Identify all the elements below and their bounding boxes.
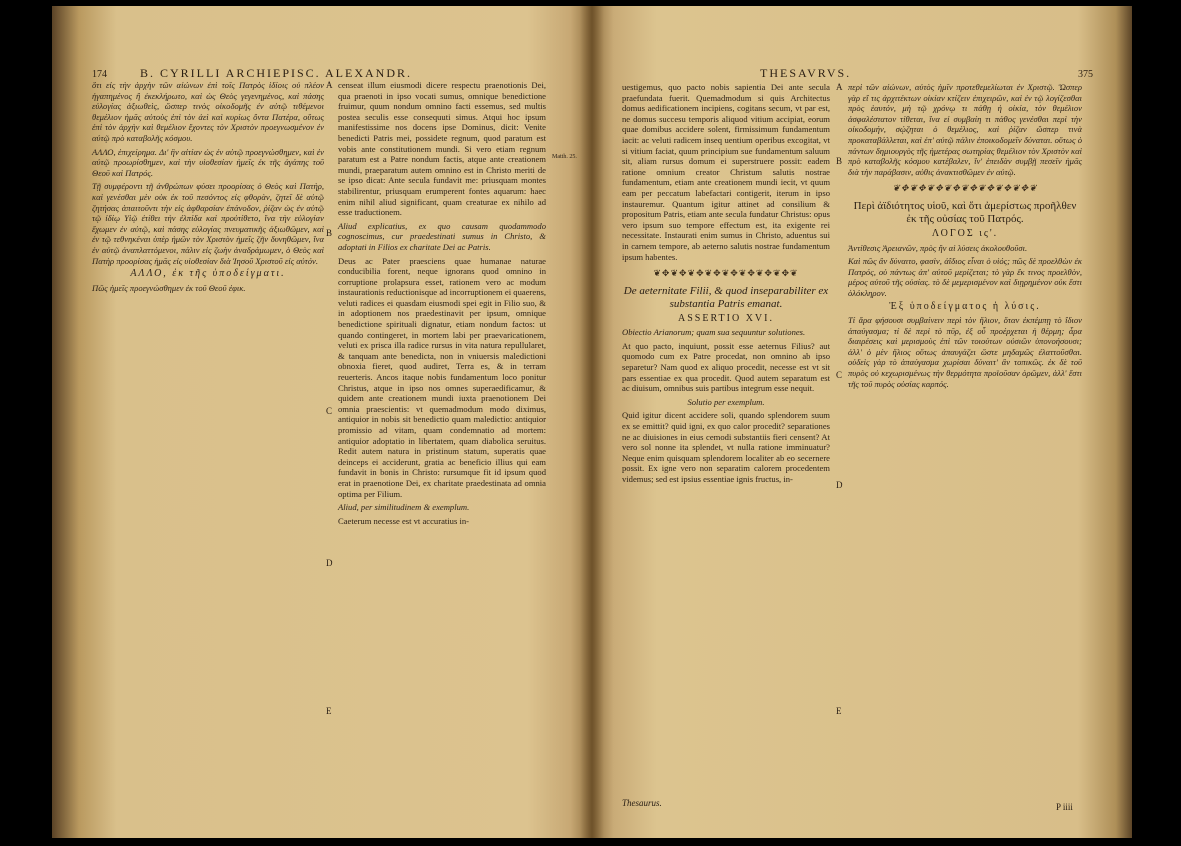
- greek-paragraph: Καὶ πῶς ἂν δύναιτο, φασὶν, ἀΐδιος εἶναι ὁ υἱός; πῶς δὲ προελθὼν ἐκ Πατρός, οὐ πάντως ἀπ' αὐτοῦ μερίζεται; τὸ γὰρ ἔκ τινος προελθὸν, μέρος αὐτοῦ τῆς οὐσίας. τὸ δὲ μεμερισμένον καὶ διῃρημένον οὐκ ἔστι ὁλόκληρον.: [848, 256, 1082, 298]
- margin-note: Matth. 25.: [552, 154, 577, 160]
- page-number-right: 375: [1078, 69, 1093, 80]
- book-gutter: [580, 6, 604, 838]
- latin-subhead: Solutio per exemplum.: [687, 396, 765, 407]
- latin-paragraph: Quid igitur dicent accidere soli, quando splendorem suum ex se emittit? quid igni, ex quo calor procedit? separationes ne ac diuisiones in eius cemodi substantiis fieri censent? At vero sol nonne ita splendet, vt nulla ratione imminuatur? Neque enim quisquam splendorem localiter ab eo secernere possit. Ex igne vero non separatim calorem procedentem videmus; sed est ipsius essentiae ignis fructus, in-: [622, 410, 830, 484]
- ornament-band: ❦✥❦✥❦✥❦✥❦✥❦✥❦✥❦✥❦: [653, 268, 799, 279]
- margin-letter: C: [326, 406, 333, 416]
- page-number-left: 174: [92, 69, 107, 80]
- running-title-right: THESAVRVS.: [760, 66, 852, 80]
- signature-mark: P iiii: [1056, 802, 1073, 812]
- margin-letter: B: [326, 228, 333, 238]
- latin-subhead: Aliud explicatius, ex quo causam quodammodo cognoscimus, cur praedestinati sumus in Christo, & adoptati in Filios ex charitate Dei ac Patris.: [338, 220, 546, 252]
- greek-paragraph: περὶ τῶν αἰώνων, αὐτὸς ἡμῖν προτεθεμελίωται ἐν Χριστῷ. Ὥσπερ γὰρ εἴ τις ἀρχιτέκτων οἰκίαν κτίζειν ἐπιχειρῶν, καὶ ἐν τῷ λογίζεσθαι πρὸς ἑαυτόν, μὴ τῷ χρόνῳ τι πάθῃ ἡ οἰκία, τὸν θεμέλιον ἀσφαλέστατον τίθεται, ἵνα εἰ συμβαίη τι πάθος γενέσθαι περὶ τὴν οἰκοδομήν, σῴζηται ὁ θεμέλιος, καὶ ῥίζαν ὥσπερ τινὰ προκαταβάλλεται, καὶ ἐπ' αὐτῷ πάλιν ἐποικοδομεῖν δύναται. οὕτως ὁ πάντων δημιουργὸς τῆς ἡμετέρας σωτηρίας θεμέλιον τὸν Χριστὸν καὶ πρὸ καταβολῆς κόσμου κατέβαλεν, ἵν' ἐπειδὰν συμβῇ πεσεῖν ἡμᾶς διὰ τὴν παράβασιν, αὐθις ἀνακτισθῶμεν ἐν αὐτῷ.: [848, 82, 1082, 177]
- latin-paragraph: uestigemus, quo pacto nobis sapientia Dei ante secula praefundata fuerit. Quemadmodum si quis Architectus domus aedificationem incipiens, cogitans secum, vt par est, ne domus succesu temporis aliquod vitium accipiat, eorum quae domibus accidere solent, firmissimum fundamentum iacit: ac veluti radicem inseq uentium operibus excogitat, vt si vitium faciat, quum principium sue fundamentum saluum sit, aliam rursus domum ei superstruere possit: eadem ratione omnium creator Christum salutis nostrae fundamentum, etiam ante creationem mundi iecit, vt quum eam per peccatum labefactari contigerit, iterum in ipso instauremur. Quantum igitur attinet ad consilium & propositum Patris, etiam ante secula fundatur Christus: opus vero ipsum suo tempore effectum est, ita exigente rei necessitate. Instaurati enim sumus in Christo, aduentus sui in carnem tempore, ab aeterno salutis nostrae fundamentum ipsum habentes.: [622, 82, 830, 262]
- signature-catchword: Thesaurus.: [622, 798, 662, 808]
- open-book: [52, 6, 1132, 838]
- right-latin-column: [622, 82, 830, 488]
- latin-subhead: Aliud, per similitudinem & exemplum.: [338, 502, 470, 513]
- logos-heading: ΛΟΓΟΣ ις'.: [931, 227, 999, 239]
- margin-letter: E: [836, 706, 842, 716]
- margin-letter: D: [836, 480, 843, 490]
- margin-letter: D: [326, 558, 333, 568]
- latin-paragraph: At quo pacto, inquiunt, possit esse aeternus Filius? aut quomodo cum ex Patre procedat, non omnino ab ipso separetur? Nam quod ex aliquo procedit, necesse est vt sit pars essentiae ex qua procedit. Quod autem separatum est ac diuisum, omnibus suis partibus integrum esse nequit.: [622, 340, 830, 394]
- left-greek-column: [92, 80, 324, 296]
- greek-paragraph: Τῇ συμφέροντι τῇ ἀνθρώπων φύσει προορίσας ὁ Θεὸς καὶ Πατὴρ, καὶ γενέσθαι μὲν οὐκ ἐκ τοῦ πεσόντος εἰς φθορὰν, ζητεῖ δὲ αὐτῷ ζητήσας ἀπαιτοῦντι τὴν εἰς ἀφθαρσίαν ἐπάνοδον, ῥίζαν ὡς ἐν αὐτῷ τῷ ἰδίῳ Υἱῷ ἐτίθει τὴν ἐλπίδα καὶ προὐτίθετο, ἵνα τὴν εὐλογίαν ἔχωμεν ἐν αὐτῷ, καὶ πάσης εὐλογίας πνευματικῆς ἀξιωθῶμεν, καὶ ἐν τῷ τεθνηκέναι ὑπὲρ ἡμῶν τὸν Χριστὸν ἡμεῖς ζῆν δυνηθῶμεν, ἵνα ἐν αὐτῷ ἀναπλαττόμενοι, πάλιν εἰς ζωὴν ἀναδράμωμεν, ὁ Θεὸς καὶ Πατὴρ προορίσας ἡμᾶς εἰς υἱοθεσίαν διὰ Ἰησοῦ Χριστοῦ εἰς αὐτόν.: [92, 181, 324, 266]
- margin-letter: E: [326, 706, 332, 716]
- right-greek-column: [848, 82, 1082, 392]
- ornament-band: ❦✥❦✥❦✥❦✥❦✥❦✥❦✥❦✥❦: [892, 183, 1038, 194]
- running-title-left: B. CYRILLI ARCHIEPISC. ALEXANDR.: [140, 66, 413, 80]
- greek-paragraph: Πῶς ἡμεῖς προεγνώσθημεν ἐκ τοῦ Θεοῦ ἐφικ.: [92, 282, 246, 293]
- latin-paragraph: Caeterum necesse est vt accuratius in-: [338, 515, 470, 526]
- margin-letter: B: [836, 156, 843, 166]
- right-page: [592, 6, 1132, 838]
- latin-paragraph: censeat illum eiusmodi dicere respectu praenotionis Dei, qua praenoti in ipso vocati sumus, omnique benedictione fruimur, quum nondum omnino facti essemus, sed multis postea seculis esse consequuti simus. Atqui hoc ipsum manifestissime nos docens ipse Dominus, dicit: Venite benedicti Patris mei, possidete regnum, quod paratum est vobis ante constitutionem mundi. Si vero etiam regnum paratum est a Patre nondum factis, atque ante creationem mundi, praeparatum autem omnino est in Christo meriti de se ipso dicat: Ante secula fundavit me: priusquam montes stabilirentur, priusquam erumperent fontes aquarum: haec enim nihil aliud significant, quam creaturae ex nihilo ad esse traductionem.: [338, 80, 546, 218]
- greek-paragraph: ΑΛΛΟ, ἐπιχείρημα. Δι' ἣν αἰτίαν ὡς ἐν αὐτῷ προεγνώσθημεν, καὶ ἐν αὐτῷ προωρίσθημεν, καὶ τὴν υἱοθεσίαν ἡμεῖς ἐκ τῆς ἀγάπης τοῦ Θεοῦ καὶ Πατρός.: [92, 146, 324, 178]
- margin-letter: C: [836, 370, 843, 380]
- left-latin-column: [338, 80, 546, 529]
- greek-paragraph: Ἀντίθεσις Ἀρειανῶν, πρὸς ἣν αἱ λύσεις ἀκολουθοῦσι.: [848, 242, 1028, 253]
- greek-paragraph: ὅτι εἰς τὴν ἀρχὴν τῶν αἰώνων ἐπὶ τοῖς Πατρὸς ἰδίοις οὐ πλέον ἠγαπημένος ἢ ἐκεκλήρωτο, καὶ ὡς Θεὸς γεγενημένος, καὶ πάσης εὐλογίας ἀξιωθεὶς, ὥσπερ τινὸς οἰκοδομῆς ἐν αὐτῷ τιθέμενοι θεμέλιον ἡμᾶς αὐτοὺς ἐπὶ τὸν ἀεὶ καὶ κυρίως ὄντα Πατέρα, οὕτως ἐπὶ τὸν ἀρχὴν καὶ θεμέλιον ἔχοντες τὸν Χριστὸν προεγνωσμένον ἐν αὐτῷ πρὸ καταβολῆς κόσμου.: [92, 80, 324, 143]
- greek-heading: ΑΛΛΟ, ἐκ τῆς ὑποδείγματι.: [130, 268, 286, 280]
- greek-heading: Ἐξ ὑποδείγματος ἡ λύσις.: [889, 300, 1041, 312]
- section-title: De aeternitate Filii, & quod inseparabiliter ex substantia Patris emanat.: [623, 284, 829, 310]
- latin-subhead: Obiectio Arianorum; quam sua sequuntur solutiones.: [622, 327, 806, 338]
- greek-section-title: Περὶ ἀϊδιότητος υἱοῦ, καὶ ὅτι ἀμερίστως προῆλθεν ἐκ τῆς οὐσίας τοῦ Πατρός.: [853, 199, 1077, 225]
- margin-letter: A: [326, 80, 333, 90]
- assertio-heading: ASSERTIO XVI.: [678, 312, 774, 324]
- latin-paragraph: Deus ac Pater praesciens quae humanae naturae conducibilia forent, neque ignorans quod omnino in corruptione prolapsura esset, rationem vero ac modum instaurationis reductionisque ad incorruptionem ei quaerens, veluti radices ei quasdam eiusmodi spei egit in Filio suo, & in adoptionem nos praedestinavit per ipsum, omnique benedictione spirituali dignatur, etiam nondum factos: ut quando contingeret, in mortem labi per praevaricationem, veluti ex prisca illa radice rursus in vita natura repullularet, & tanquam ante benedicta, non in vniuersis maledictioni obnoxia fieret, quod audiret, Terra es, & in terram reuerteris. Ancos itaque nobis fundamentum loco ponitur Christus, atque in ipso nos omnes superaedificamur, & quidem ante creationem mundi iuxta praenotionem Dei omnia praescientis: vt quemadmodum modo diximus, antiquior in nobis sit benedictio quam maledictio: antiquior promissio ad vitam, quam condemnatio ad mortem: antiquior adoptatio in libertatem, quam diabolica seruitus. Redit autem natura in pristinum statum, superatis quae deinceps ei acciderunt, gratia ac beneficio illius qui eam fundavit in bonis in Christo: rursumque fit id ipsum quod erat in praenotione Dei, ex charitate praedestinata ad omnia optima per Filium.: [338, 255, 546, 499]
- greek-paragraph: Τί ἄρα φήσουσι συμβαίνειν περὶ τὸν ἥλιον, ὅταν ἐκπέμπῃ τὸ ἴδιον ἀπαύγασμα; τί δὲ περὶ τὸ πῦρ, ἐξ οὗ προέρχεται ἡ θέρμη; ἆρα διαιρέσεις καὶ μερισμοὺς ἐπὶ τῶν τοιούτων οὐσιῶν ὑπονοήσουσι; ἀλλ' ὁ μὲν ἥλιος οὕτως ἀπαυγάζει ὥστε μηδαμῶς ἐλαττοῦσθαι. οὐδεὶς γὰρ τὸ ἀπαύγασμα χωρίσαι δύναιτ' ἂν τοπικῶς. ἐκ δὲ τοῦ πυρὸς οὐ κεχωρισμένως τὴν θερμότητα προϊοῦσαν ὁρῶμεν, ἀλλ' ἔστι τῆς τοῦ πυρὸς οὐσίας καρπός.: [848, 315, 1082, 389]
- left-page: [52, 6, 592, 838]
- margin-letter: A: [836, 82, 843, 92]
